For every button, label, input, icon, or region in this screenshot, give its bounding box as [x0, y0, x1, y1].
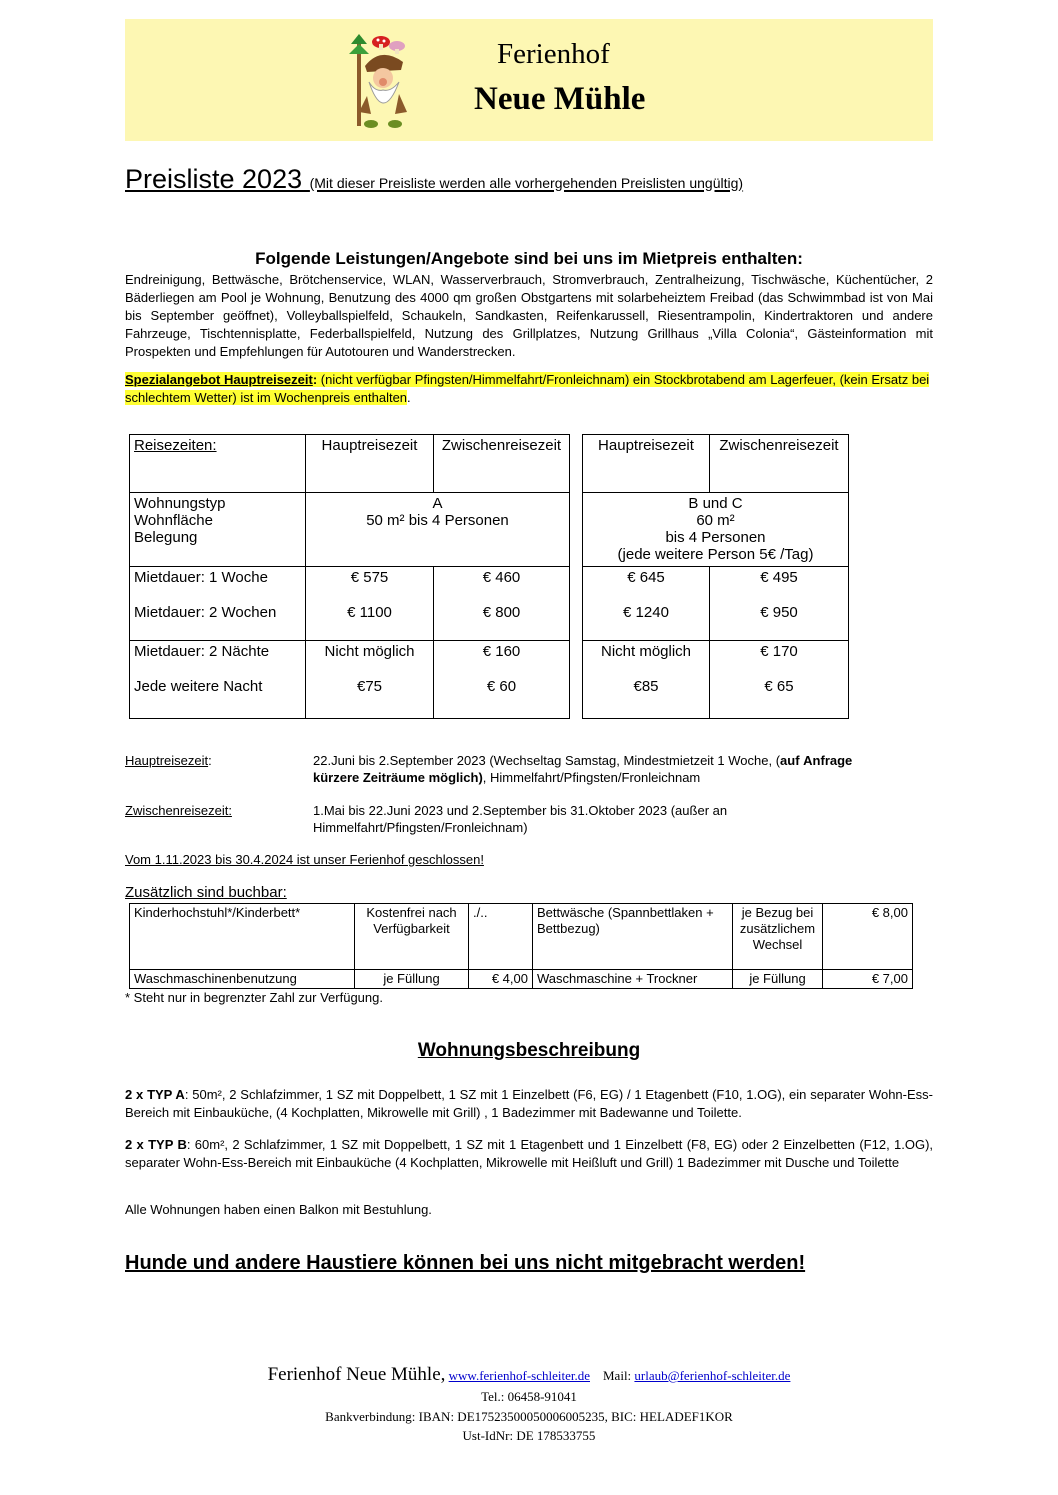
- haupt-bold-2: Anfrage kürzere Zeiträume möglich): [313, 753, 853, 785]
- week-labels: [130, 567, 306, 641]
- column-haupt-a: Hauptreisezeit: [306, 435, 434, 493]
- balcony-note: Alle Wohnungen haben einen Balkon mit Bestuhlung.: [125, 1202, 432, 1217]
- title-main: Preisliste 2023: [125, 164, 310, 194]
- label-wohnungstyp: Wohnungstyp: [134, 495, 226, 512]
- haupt-text-2: , Himmelfahrt/Pfingsten/Fronleichnam: [482, 770, 701, 785]
- haupt-text-1: 22.Juni bis 2.September 2023 (Wechseltag Samstag, Mindestmietzeit 1 Woche, (: [313, 753, 781, 768]
- footer-mail-link[interactable]: urlaub@ferienhof-schleiter.de: [634, 1368, 791, 1383]
- footer-mail-label: Mail:: [603, 1368, 632, 1383]
- price-bc-haupt-1w: € 645: [627, 569, 665, 586]
- column-haupt-bc: Hauptreisezeit: [583, 435, 710, 493]
- type-a-haupt-weeks: [306, 567, 434, 641]
- closed-notice: Vom 1.11.2023 bis 30.4.2024 ist unser Ferienhof geschlossen!: [125, 852, 484, 867]
- apartment-row-labels: [130, 493, 306, 567]
- extra-wash-dry: Waschmaschine + Trockner: [533, 970, 733, 989]
- included-text: Endreinigung, Bettwäsche, Brötchenservice, WLAN, Wasserverbrauch, Stromverbrauch, Zentralheizung, Tischwäsche, Küchentücher, 2 Bäderliegen am Pool je Wohnung, Benutzung des 4000 qm großen Obstgartens mit solarbeheiztem Freibad (das Schwimmbad ist von Mai bis September geöffnet), Volleyballspielfeld, Schaukeln, Sandkasten, Reifenkarussell, Riesentrampolin, Kindertraktoren und andere Fahrzeuge, Tischtennisplatte, Federballspielfeld, Nutzung des Grillplatzes, Nutzung Grillhaus „Villa Colonia“, Gästeinformation mit Prospekten und Empfehlungen für Autotouren und Wanderstrecken.: [125, 272, 933, 359]
- extra-bedlinen: Bettwäsche (Spannbettlaken + Bettbezug): [533, 904, 733, 970]
- extra-highchair: Kinderhochstuhl*/Kinderbett*: [130, 904, 355, 970]
- footer-name: Ferienhof Neue Mühle,: [267, 1364, 446, 1385]
- special-offer: [125, 371, 933, 407]
- type-a-haupt-nights: [306, 641, 434, 719]
- price-a-zwischen-2n: € 160: [482, 643, 521, 660]
- included-heading: Folgende Leistungen/Angebote sind bei uns im Mietpreis enthalten:: [255, 249, 803, 268]
- extra-highchair-price: ./..: [469, 904, 533, 970]
- footer-contact-line: [0, 1364, 1058, 1386]
- label-2-weeks: Mietdauer: 2 Wochen: [134, 604, 277, 621]
- description-type-b: [125, 1136, 933, 1172]
- zwischen-season-label: Zwischenreisezeit:: [125, 803, 232, 818]
- price-table-type-a: [129, 434, 570, 719]
- price-a-zwischen-1w: € 460: [482, 569, 521, 586]
- type-b-label: 2 x TYP B: [125, 1137, 187, 1152]
- haupt-season-label-text: Hauptreisezeit: [125, 753, 209, 768]
- extra-washing: Waschmaschinenbenutzung: [130, 970, 355, 989]
- price-bc-haupt-2w: € 1240: [623, 604, 669, 621]
- column-zwischen-bc: Zwischenreisezeit: [710, 435, 849, 493]
- haupt-bold-1: auf: [780, 753, 800, 768]
- brand-name-line2: Neue Mühle: [474, 81, 646, 117]
- haupt-season-colon: :: [208, 753, 212, 768]
- extra-wash-dry-terms: je Füllung: [733, 970, 823, 989]
- gnome-mushroom-logo: [345, 32, 415, 130]
- price-bc-haupt-2n: Nicht möglich: [600, 643, 692, 660]
- label-wohnflaeche: Wohnfläche: [134, 512, 213, 529]
- extras-footnote: * Steht nur in begrenzter Zahl zur Verfügung.: [125, 990, 383, 1005]
- price-bc-zwischen-2n: € 170: [760, 643, 798, 660]
- travel-periods-label: Reisezeiten:: [130, 435, 306, 493]
- zwischen-season-text: 1.Mai bis 22.Juni 2023 und 2.September bis 31.Oktober 2023 (außer an Himmelfahrt/Pfingsten/Fronleichnam): [313, 803, 728, 835]
- extra-bedlinen-terms: je Bezug bei zusätzlichem Wechsel: [733, 904, 823, 970]
- label-1-week: Mietdauer: 1 Woche: [134, 569, 268, 586]
- extra-bedlinen-price: € 8,00: [823, 904, 913, 970]
- extra-wash-dry-price: € 7,00: [823, 970, 913, 989]
- label-2-nights: Mietdauer: 2 Nächte: [134, 643, 270, 660]
- price-a-haupt-2w: € 1100: [347, 604, 392, 621]
- price-a-haupt-2n: Nicht möglich: [324, 643, 415, 660]
- brand-name-line1: Ferienhof: [497, 38, 610, 70]
- footer-bank: Bankverbindung: IBAN: DE17523500050006005235, BIC: HELADEF1KOR: [325, 1409, 733, 1424]
- type-a-zwischen-weeks: [434, 567, 570, 641]
- title-note: (Mit dieser Preisliste werden alle vorhergehenden Preislisten ungültig): [309, 175, 744, 191]
- type-bc-extra: (jede weitere Person 5€ /Tag): [617, 546, 814, 563]
- extras-heading: Zusätzlich sind buchbar:: [125, 884, 287, 901]
- price-a-zwischen-extra: € 60: [486, 678, 517, 695]
- extra-washing-price: € 4,00: [469, 970, 533, 989]
- special-offer-highlight: [125, 372, 929, 405]
- price-bc-zwischen-2w: € 950: [760, 604, 798, 621]
- description-type-a: [125, 1086, 933, 1122]
- haupt-season-text: [313, 752, 873, 786]
- footer-website-link[interactable]: www.ferienhof-schleiter.de: [448, 1368, 590, 1383]
- type-bc-haupt-weeks: [583, 567, 710, 641]
- footer-ust: Ust-IdNr: DE 178533755: [462, 1428, 596, 1443]
- type-bc-zwischen-nights: [710, 641, 849, 719]
- type-bc-info: [583, 493, 849, 567]
- type-bc-size: 60 m²: [696, 512, 735, 529]
- special-offer-colon: :: [312, 372, 318, 387]
- type-bc-haupt-nights: [583, 641, 710, 719]
- price-bc-haupt-extra: €85: [633, 678, 659, 695]
- type-a-label: 2 x TYP A: [125, 1087, 185, 1102]
- price-a-zwischen-2w: € 800: [482, 604, 521, 621]
- haupt-season-label: [125, 752, 212, 769]
- price-a-haupt-1w: € 575: [350, 569, 389, 586]
- price-bc-zwischen-1w: € 495: [760, 569, 798, 586]
- label-belegung: Belegung: [134, 529, 198, 546]
- type-a-name: A: [432, 495, 443, 512]
- night-labels: [130, 641, 306, 719]
- type-a-text: : 50m², 2 Schlafzimmer, 1 SZ mit Doppelbett, 1 SZ mit 1 Einzelbett (F6, EG) / 1 Etagenbett (F10, 1.OG), ein separater Wohn-Ess-Bereich mit Einbauküche, (4 Kochplatten, Mikrowelle mit Grill) , 1 Badezimmer mit Badewanne und Toilette.: [125, 1087, 933, 1120]
- page-title: [125, 164, 743, 195]
- type-b-text: : 60m², 2 Schlafzimmer, 1 SZ mit Doppelbett, 1 SZ mit 1 Etagenbett und 1 Einzelbett (F8, EG) oder 2 Einzelbetten (F12, 1.OG), separater Wohn-Ess-Bereich mit Einbauküche (4 Kochplatten, Mikrowelle mit Heißluft und Grill) 1 Badezimmer mit Dusche und Toilette: [125, 1137, 934, 1170]
- price-a-haupt-extra: €75: [356, 678, 383, 695]
- price-bc-zwischen-extra: € 65: [764, 678, 794, 695]
- type-a-info: [306, 493, 570, 567]
- type-a-zwischen-nights: [434, 641, 570, 719]
- extra-washing-terms: je Füllung: [355, 970, 469, 989]
- special-offer-label: Spezialangebot Hauptreisezeit: [125, 372, 313, 387]
- type-bc-zwischen-weeks: [710, 567, 849, 641]
- price-table-type-bc: [582, 434, 849, 719]
- description-heading: Wohnungsbeschreibung: [417, 1040, 641, 1061]
- column-zwischen-a: Zwischenreisezeit: [434, 435, 570, 493]
- label-extra-night: Jede weitere Nacht: [134, 678, 263, 695]
- special-offer-end: .: [407, 390, 411, 405]
- type-a-size: 50 m² bis 4 Personen: [366, 512, 509, 529]
- footer-tel: Tel.: 06458-91041: [481, 1389, 577, 1404]
- type-bc-name: B und C: [688, 495, 743, 512]
- extras-table: [129, 903, 913, 989]
- pets-notice: Hunde und andere Haustiere können bei uns nicht mitgebracht werden!: [125, 1252, 806, 1274]
- extra-highchair-terms: Kostenfrei nach Verfügbarkeit: [355, 904, 469, 970]
- special-offer-text: (nicht verfügbar Pfingsten/Himmelfahrt/Fronleichnam) ein Stockbrotabend am Lagerfeuer, (kein Ersatz bei schlechtem Wetter) ist im Wochenpreis enthalten: [125, 372, 930, 405]
- type-bc-persons: bis 4 Personen: [665, 529, 766, 546]
